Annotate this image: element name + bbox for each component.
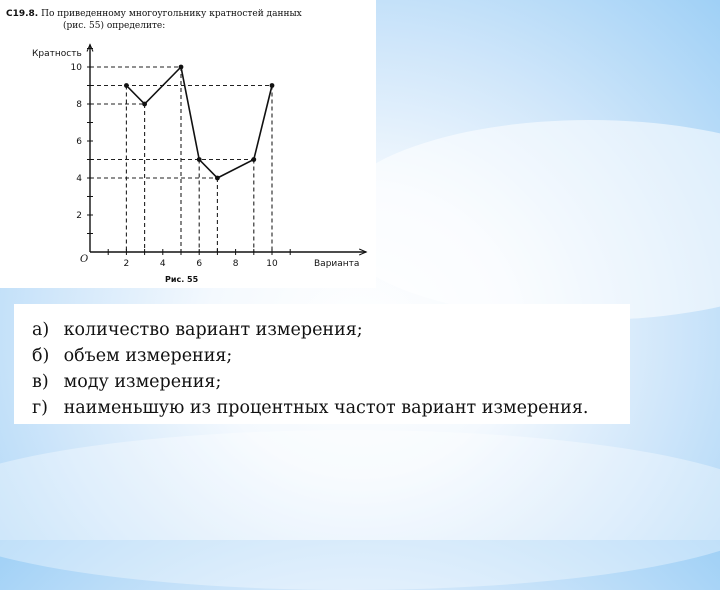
data-point	[251, 157, 256, 162]
data-point	[124, 83, 129, 88]
x-tick-label: 4	[159, 259, 166, 269]
problem-text-line2: (рис. 55) определите:	[63, 21, 166, 31]
data-point	[197, 157, 202, 162]
y-axis-label: Кратность	[32, 49, 82, 59]
problem-number: С19.8.	[6, 9, 39, 19]
task-letter: а)	[32, 320, 50, 340]
y-tick-label: 6	[76, 137, 82, 147]
task-letter: б)	[32, 346, 50, 366]
x-tick-label: 8	[232, 259, 239, 269]
y-tick-label: 10	[70, 63, 82, 73]
task-text: объем измерения;	[63, 346, 233, 366]
background-wave-lower	[0, 430, 720, 590]
task-letter: в)	[32, 372, 49, 392]
figure-caption: Рис. 55	[165, 275, 199, 284]
x-tick-label: 10	[266, 259, 278, 269]
problem-text-line1: По приведенному многоугольнику кратностей данных	[41, 9, 302, 19]
task-text: моду измерения;	[63, 372, 222, 392]
task-text: наименьшую из процентных частот вариант измерения.	[63, 398, 589, 418]
data-point	[179, 65, 184, 70]
data-point	[142, 102, 147, 107]
guide-lines	[90, 67, 272, 252]
task-item-a	[32, 320, 363, 340]
task-letter: г)	[32, 398, 48, 418]
y-tick-label: 4	[76, 174, 82, 184]
y-tick-label: 8	[76, 100, 82, 110]
chart-axes	[87, 45, 366, 256]
y-tick-label: 2	[76, 211, 82, 221]
task-item-d	[32, 398, 588, 418]
task-list	[14, 304, 630, 424]
x-axis-label: Варианта	[314, 259, 360, 269]
task-text: количество вариант измерения;	[63, 320, 363, 340]
task-item-b	[32, 346, 232, 366]
data-point	[215, 176, 220, 181]
data-point	[270, 83, 275, 88]
tick-labels	[71, 63, 278, 269]
x-tick-label: 2	[123, 259, 130, 269]
origin-label: O	[80, 254, 89, 265]
background-wave	[330, 120, 720, 320]
frequency-polygon-chart	[0, 0, 376, 288]
x-tick-label: 6	[196, 259, 203, 269]
textbook-scan	[0, 0, 376, 288]
task-item-c	[32, 372, 221, 392]
